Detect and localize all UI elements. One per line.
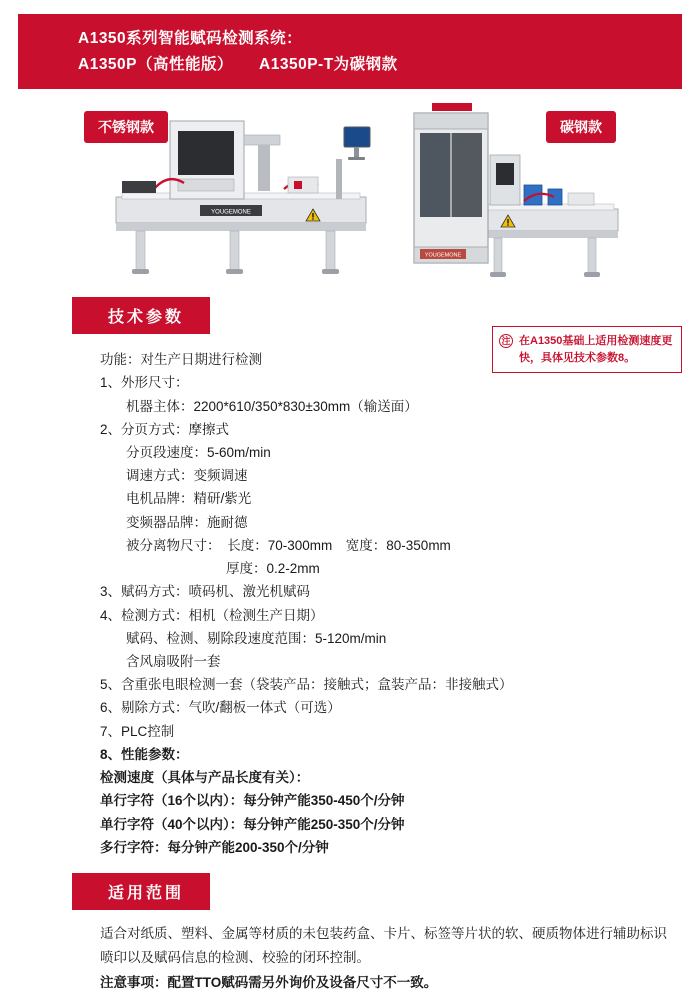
header-model-a: A1350P（高性能版） bbox=[78, 55, 234, 73]
spec-line: 2、分页方式：摩擦式 bbox=[100, 421, 230, 437]
section-title-tech: 技术参数 bbox=[72, 297, 210, 334]
spec-line: 多行字符：每分钟产能200-350个/分钟 bbox=[100, 839, 329, 855]
spec-line: 7、PLC控制 bbox=[100, 723, 175, 739]
machine-brand-right: YOUGEMONE bbox=[424, 252, 462, 259]
spec-line: 分页段速度：5-60m/min bbox=[126, 445, 271, 460]
spec-line: 3、赋码方式：喷码机、激光机赋码 bbox=[100, 584, 311, 600]
spec-line: 功能：对生产日期进行检测 bbox=[100, 352, 262, 368]
scope-body: 适合对纸质、塑料、金属等材质的未包装药盒、卡片、标签等片状的软、硬质物体进行辅助标识喷印以及赋码信息的检测、校验的闭环控制。 bbox=[100, 925, 667, 965]
spec-line: 5、含重张电眼检测一套（袋装产品：接触式；盒装产品：非接触式） bbox=[100, 677, 513, 693]
spec-line: 厚度：0.2-2mm bbox=[226, 561, 320, 577]
tag-carbon-steel: 碳钢款 bbox=[546, 111, 616, 143]
spec-line: 电机品牌：精研/紫光 bbox=[126, 491, 252, 507]
spec-line: 单行字符（40个以内）：每分钟产能250-350个/分钟 bbox=[100, 816, 405, 832]
spec-line: 1、外形尺寸： bbox=[100, 375, 189, 391]
header-line-1: A1350系列智能赋码检测系统： bbox=[78, 30, 303, 47]
spec-line: 4、检测方式：相机（检测生产日期） bbox=[100, 607, 324, 623]
spec-line: 6、剔除方式：气吹/翻板一体式（可选） bbox=[100, 700, 341, 716]
spec-line: 8、性能参数： bbox=[100, 746, 189, 762]
section-title-scope: 适用范围 bbox=[72, 873, 210, 910]
machine-brand-left: YOUGEMONE bbox=[211, 209, 251, 216]
spec-line: 机器主体：2200*610/350*830±30mm（输送面） bbox=[126, 398, 418, 414]
tag-stainless-steel: 不锈钢款 bbox=[84, 111, 168, 143]
machine-gallery bbox=[0, 97, 700, 297]
header-model-b: A1350P-T为碳钢款 bbox=[259, 55, 398, 73]
note-box bbox=[492, 326, 682, 373]
spec-line: 检测速度（具体与产品长度有关）： bbox=[100, 770, 310, 786]
header-line-2 bbox=[78, 52, 682, 78]
page-header bbox=[18, 14, 682, 89]
spec-line: 单行字符（16个以内）：每分钟产能350-450个/分钟 bbox=[100, 793, 405, 809]
spec-line: 赋码、检测、剔除段速度范围：5-120m/min bbox=[126, 630, 387, 646]
scope-note: 注意事项：配置TTO赋码需另外询价及设备尺寸不一致。 bbox=[100, 975, 438, 991]
note-badge-icon: 注 bbox=[499, 334, 513, 348]
spec-list bbox=[0, 348, 700, 859]
spec-line: 被分离物尺寸： 长度：70-300mm 宽度：80-350mm bbox=[126, 537, 451, 553]
note-text: 在A1350基础上适用检测速度更快，具体见技术参数8。 bbox=[519, 335, 673, 364]
spec-line: 含风扇吸附一套 bbox=[126, 653, 221, 669]
spec-line: 调速方式：变频调速 bbox=[126, 468, 248, 484]
spec-line: 变频器品牌：施耐德 bbox=[126, 514, 248, 530]
